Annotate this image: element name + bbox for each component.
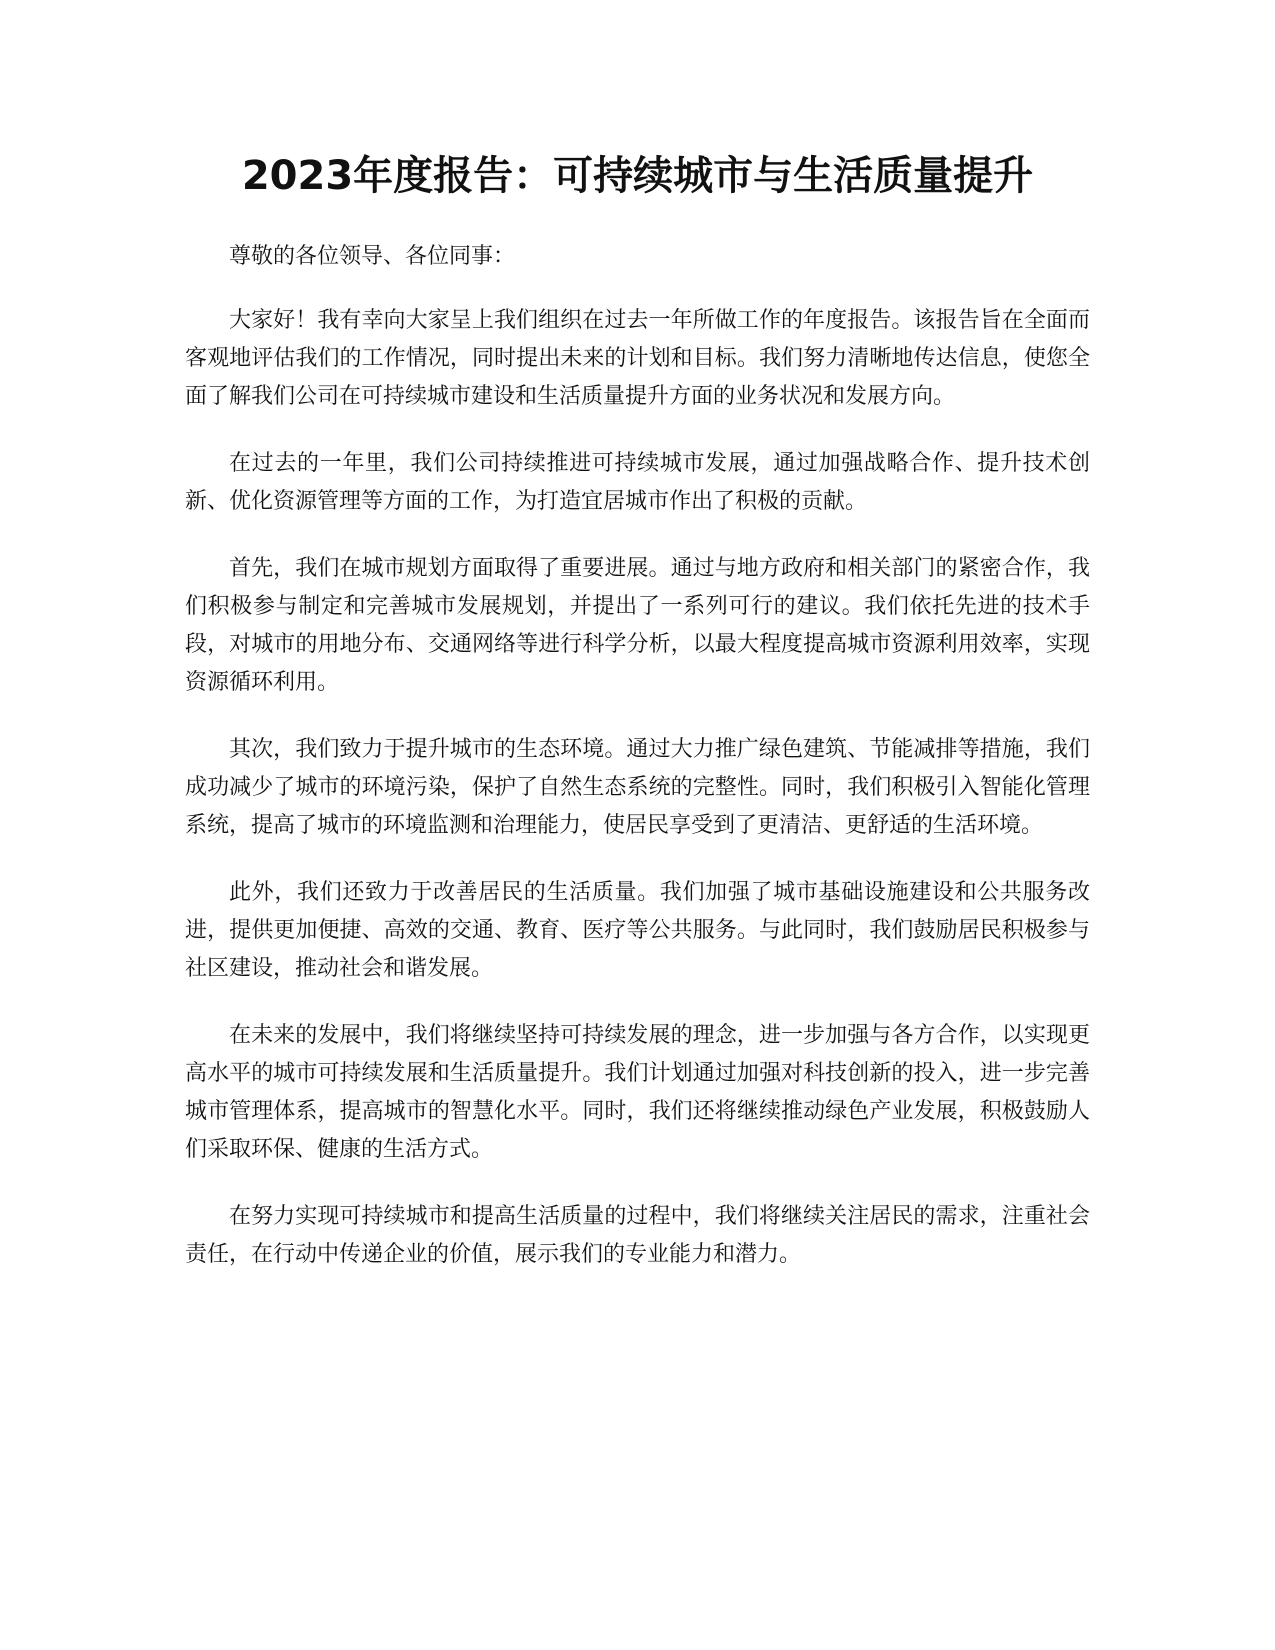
paragraph-urban-planning: 首先，我们在城市规划方面取得了重要进展。通过与地方政府和相关部门的紧密合作，我们积极参与制定和完善城市发展规划，并提出了一系列可行的建议。我们依托先进的技术手段，对城市的用地分布、交通网络等进行科学分析，以最大程度提高城市资源利用效率，实现资源循环利用。: [185, 556, 1090, 695]
page-title: 2023年度报告：可持续城市与生活质量提升: [241, 153, 1034, 199]
paragraph-future: 在未来的发展中，我们将继续坚持可持续发展的理念，进一步加强与各方合作，以实现更高水平的城市可持续发展和生活质量提升。我们计划通过加强对科技创新的投入，进一步完善城市管理体系，提高城市的智慧化水平。同时，我们还将继续推动绿色产业发展，积极鼓励人们采取环保、健康的生活方式。: [185, 1023, 1090, 1162]
salutation: 尊敬的各位领导、各位同事：: [229, 244, 516, 269]
paragraph-past-year: 在过去的一年里，我们公司持续推进可持续城市发展，通过加强战略合作、提升技术创新、优化资源管理等方面的工作，为打造宜居城市作出了积极的贡献。: [185, 451, 1090, 514]
paragraph-closing: 在努力实现可持续城市和提高生活质量的过程中，我们将继续关注居民的需求，注重社会责任，在行动中传递企业的价值，展示我们的专业能力和潜力。: [185, 1204, 1090, 1267]
paragraph-intro: 大家好！我有幸向大家呈上我们组织在过去一年所做工作的年度报告。该报告旨在全面而客观地评估我们的工作情况，同时提出未来的计划和目标。我们努力清晰地传达信息，使您全面了解我们公司在可持续城市建设和生活质量提升方面的业务状况和发展方向。: [185, 308, 1090, 409]
paragraph-quality-of-life: 此外，我们还致力于改善居民的生活质量。我们加强了城市基础设施建设和公共服务改进，提供更加便捷、高效的交通、教育、医疗等公共服务。与此同时，我们鼓励居民积极参与社区建设，推动社会和谐发展。: [185, 880, 1090, 981]
paragraph-ecology: 其次，我们致力于提升城市的生态环境。通过大力推广绿色建筑、节能减排等措施，我们成功减少了城市的环境污染，保护了自然生态系统的完整性。同时，我们积极引入智能化管理系统，提高了城市的环境监测和治理能力，使居民享受到了更清洁、更舒适的生活环境。: [185, 737, 1090, 838]
document-body: [185, 238, 1090, 1303]
